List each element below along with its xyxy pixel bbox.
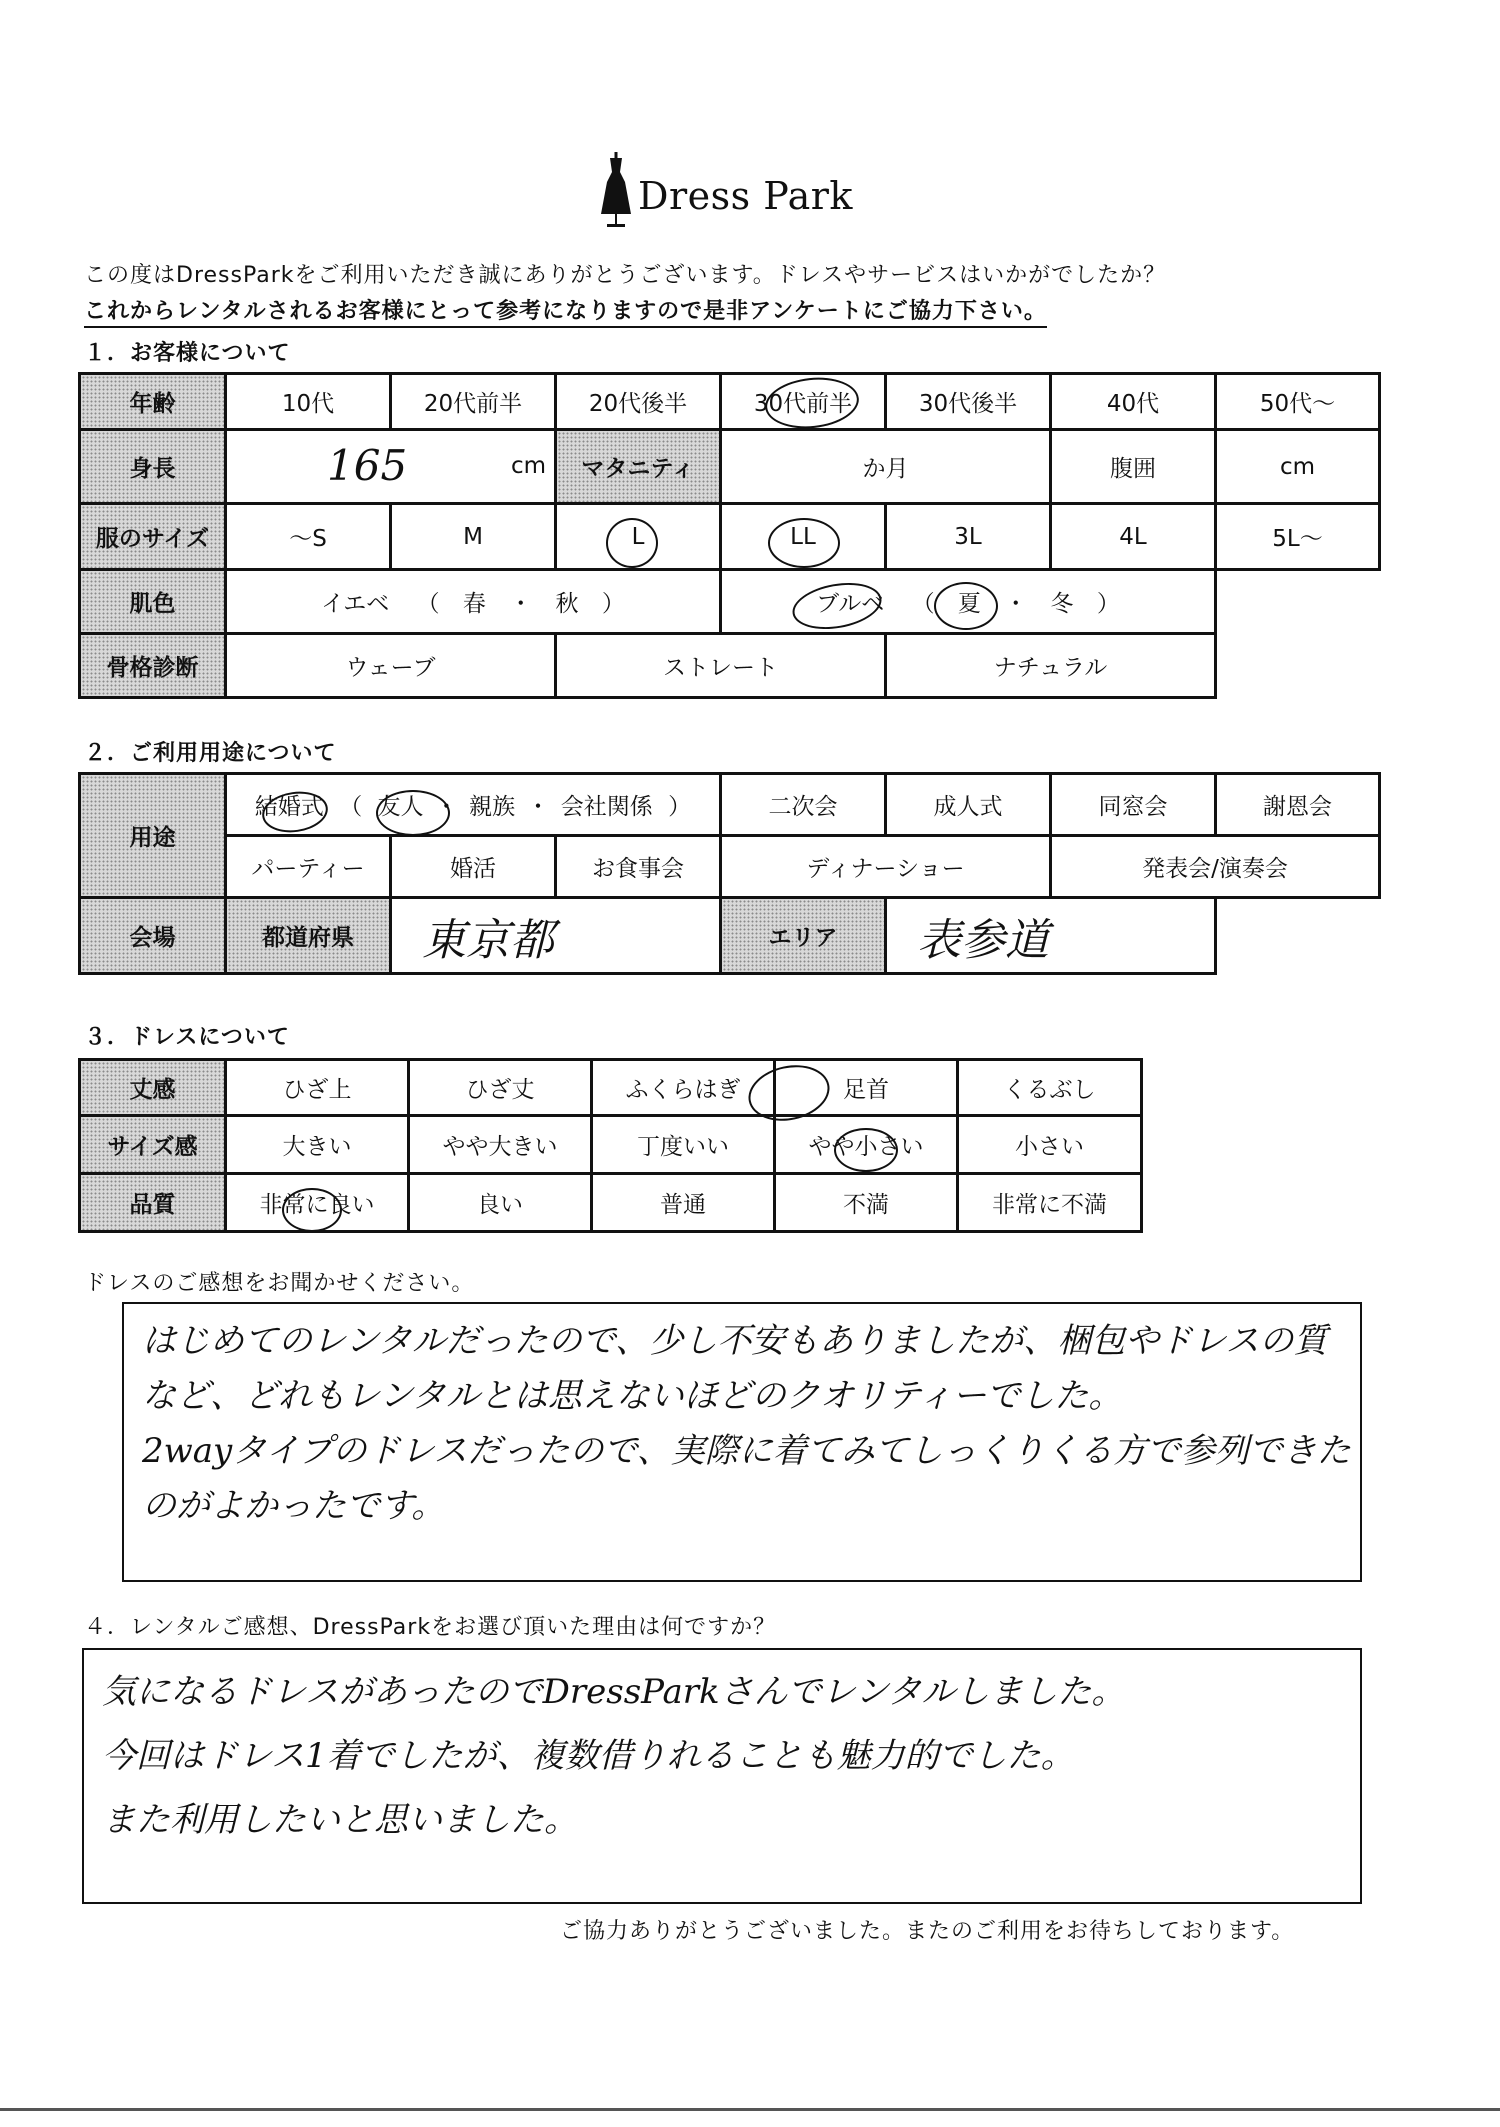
relative-label: 親族	[469, 794, 516, 820]
fit-option[interactable]: 大きい	[226, 1116, 409, 1174]
maternity-field[interactable]	[721, 430, 1051, 504]
age-row	[80, 374, 1380, 430]
intro-thanks-text: この度はDressParkをご利用いただき誠にありがとうございます。ドレスやサービスはいかがでしたか？	[84, 263, 1167, 288]
purpose-option[interactable]: 成人式	[886, 774, 1051, 836]
purpose-option[interactable]: 同窓会	[1051, 774, 1216, 836]
size-option[interactable]: ～S	[226, 504, 391, 570]
length-option[interactable]: ひざ丈	[409, 1060, 592, 1116]
age-option-selected[interactable]: 30代前半	[721, 374, 886, 430]
scan-edge-line	[0, 2108, 1500, 2111]
frame-option[interactable]: ストレート	[556, 634, 886, 698]
quality-selection-circle	[282, 1188, 342, 1232]
purpose-option[interactable]: お食事会	[556, 836, 721, 898]
fit-row	[80, 1116, 1142, 1174]
separator-dot: ・	[509, 591, 533, 617]
area-label: エリア	[721, 898, 886, 974]
age-option[interactable]: 20代前半	[391, 374, 556, 430]
size-option[interactable]: 4L	[1051, 504, 1216, 570]
paren-close: ）	[601, 591, 625, 617]
skin-summer: 夏	[957, 591, 981, 617]
paren-open: （	[416, 591, 440, 617]
frame-row	[80, 634, 1380, 698]
separator-dot: ・	[434, 794, 458, 820]
dress-mannequin-icon	[598, 152, 634, 230]
skin-yellow: イエベ	[321, 591, 390, 617]
fit-option[interactable]: やや大きい	[409, 1116, 592, 1174]
size-option-selected[interactable]: LL	[721, 504, 886, 570]
quality-label: 品質	[80, 1174, 226, 1232]
fit-option[interactable]: やや小さい	[775, 1116, 958, 1174]
age-option[interactable]: 20代後半	[556, 374, 721, 430]
skin-row	[80, 570, 1380, 634]
height-value: 165	[327, 441, 408, 490]
quality-option[interactable]: 不満	[775, 1174, 958, 1232]
purpose-option[interactable]: ディナーショー	[721, 836, 1051, 898]
fit-selection-circle	[834, 1128, 898, 1172]
prefecture-label: 都道府県	[226, 898, 391, 974]
brand-name: Dress Park	[638, 174, 853, 218]
customer-info-table	[78, 372, 1381, 699]
size-option[interactable]: 5L～	[1216, 504, 1380, 570]
separator-dot: ・	[526, 794, 550, 820]
age-option[interactable]: 30代後半	[886, 374, 1051, 430]
prefecture-field[interactable]	[391, 898, 721, 974]
purpose-option[interactable]: 婚活	[391, 836, 556, 898]
waist-unit: cm	[1279, 453, 1316, 480]
purpose-option[interactable]: 二次会	[721, 774, 886, 836]
section2-title: ２．ご利用用途について	[84, 741, 337, 766]
frame-label: 骨格診断	[80, 634, 226, 698]
impression-textarea[interactable]	[122, 1302, 1362, 1582]
venue-row	[80, 898, 1380, 974]
waist-field[interactable]	[1216, 430, 1380, 504]
skin-label: 肌色	[80, 570, 226, 634]
quality-option[interactable]: 非常に良い	[226, 1174, 409, 1232]
fit-option[interactable]: 丁度いい	[592, 1116, 775, 1174]
section1-title: １．お客様について	[84, 341, 291, 366]
age-label: 年齢	[80, 374, 226, 430]
frame-option[interactable]: ウェーブ	[226, 634, 556, 698]
section4-title: ４．レンタルご感想、DressParkをお選び頂いた理由は何ですか？	[84, 1615, 777, 1640]
length-label: 丈感	[80, 1060, 226, 1116]
intro-request-text: これからレンタルされるお客様にとって参考になりますので是非アンケートにご協力下さい。	[84, 294, 1047, 328]
purpose-option[interactable]: 謝恩会	[1216, 774, 1380, 836]
prefecture-value: 東京都	[422, 914, 554, 966]
size-option[interactable]: M	[391, 504, 556, 570]
paren-open: （	[911, 591, 935, 617]
skin-summer-selection-circle	[934, 582, 998, 630]
age-option[interactable]: 40代	[1051, 374, 1216, 430]
skin-blue: ブルベ	[816, 591, 885, 617]
length-row	[80, 1060, 1142, 1116]
wedding-label: 結婚式	[254, 794, 324, 820]
waist-label: 腹囲	[1051, 430, 1216, 504]
size-label: 服のサイズ	[80, 504, 226, 570]
skin-autumn: 秋	[555, 591, 579, 617]
friend-label: 友人	[377, 794, 424, 820]
section3-title: ３．ドレスについて	[84, 1025, 290, 1050]
purpose-option[interactable]: パーティー	[226, 836, 391, 898]
skin-yellow-option[interactable]	[226, 570, 721, 634]
venue-label: 会場	[80, 898, 226, 974]
height-field[interactable]	[226, 430, 556, 504]
size-option[interactable]: 3L	[886, 504, 1051, 570]
reason-text: 気になるドレスがあったのでDressParkさんでレンタルしました。 今回はドレス1着でしたが、複数借りれることも魅力的でした。 また利用したいと思いました。	[102, 1672, 1126, 1840]
brand-logo	[598, 150, 878, 230]
size-row	[80, 504, 1380, 570]
height-unit: cm	[510, 453, 546, 479]
frame-option[interactable]: ナチュラル	[886, 634, 1216, 698]
purpose-label: 用途	[80, 774, 226, 898]
length-option[interactable]: 足首	[775, 1060, 958, 1116]
maternity-unit: か月	[862, 456, 909, 482]
reason-textarea[interactable]	[82, 1648, 1362, 1904]
blank-cell	[1216, 898, 1380, 974]
size-option-selected[interactable]: L	[556, 504, 721, 570]
length-option[interactable]: ふくらはぎ	[592, 1060, 775, 1116]
fit-option[interactable]: 小さい	[958, 1116, 1142, 1174]
length-option[interactable]: くるぶし	[958, 1060, 1142, 1116]
separator-dot: ・	[1004, 591, 1028, 617]
size-l-selection-circle	[606, 518, 658, 568]
skin-winter: 冬	[1050, 591, 1074, 617]
blank-cell	[1216, 634, 1380, 698]
paren-close: ）	[1096, 591, 1120, 617]
impression-text: はじめてのレンタルだったので、少し不安もありましたが、梱包やドレスの質など、どれもレンタルとは思えないほどのクオリティーでした。 2wayタイプのドレスだったので、実際に着てみてしっくりくる方で参列できたのがよかったです。	[142, 1321, 1351, 1526]
paren-close: ）	[668, 794, 692, 820]
age-option[interactable]: 10代	[226, 374, 391, 430]
quality-option[interactable]: 良い	[409, 1174, 592, 1232]
quality-option[interactable]: 非常に不満	[958, 1174, 1142, 1232]
impression-prompt: ドレスのご感想をお聞かせください。	[84, 1271, 475, 1296]
fit-label: サイズ感	[80, 1116, 226, 1174]
area-value: 表参道	[917, 914, 1050, 966]
skin-spring: 春	[462, 591, 486, 617]
purpose-row-2	[80, 836, 1380, 898]
height-label: 身長	[80, 430, 226, 504]
quality-row	[80, 1174, 1142, 1232]
length-option[interactable]: ひざ上	[226, 1060, 409, 1116]
friend-selection-circle	[376, 790, 450, 836]
area-field[interactable]	[886, 898, 1216, 974]
company-label: 会社関係	[560, 794, 653, 820]
size-ll-selection-circle	[768, 518, 840, 568]
paren-open: （	[339, 794, 363, 820]
footer-thanks: ご協力ありがとうございました。またのご利用をお待ちしております。	[560, 1919, 1295, 1944]
dress-table	[78, 1058, 1143, 1233]
height-row	[80, 430, 1380, 504]
age-option[interactable]: 50代～	[1216, 374, 1380, 430]
maternity-label: マタニティ	[556, 430, 721, 504]
purpose-option[interactable]: 発表会/演奏会	[1051, 836, 1380, 898]
quality-option[interactable]: 普通	[592, 1174, 775, 1232]
blank-cell	[1216, 570, 1380, 634]
